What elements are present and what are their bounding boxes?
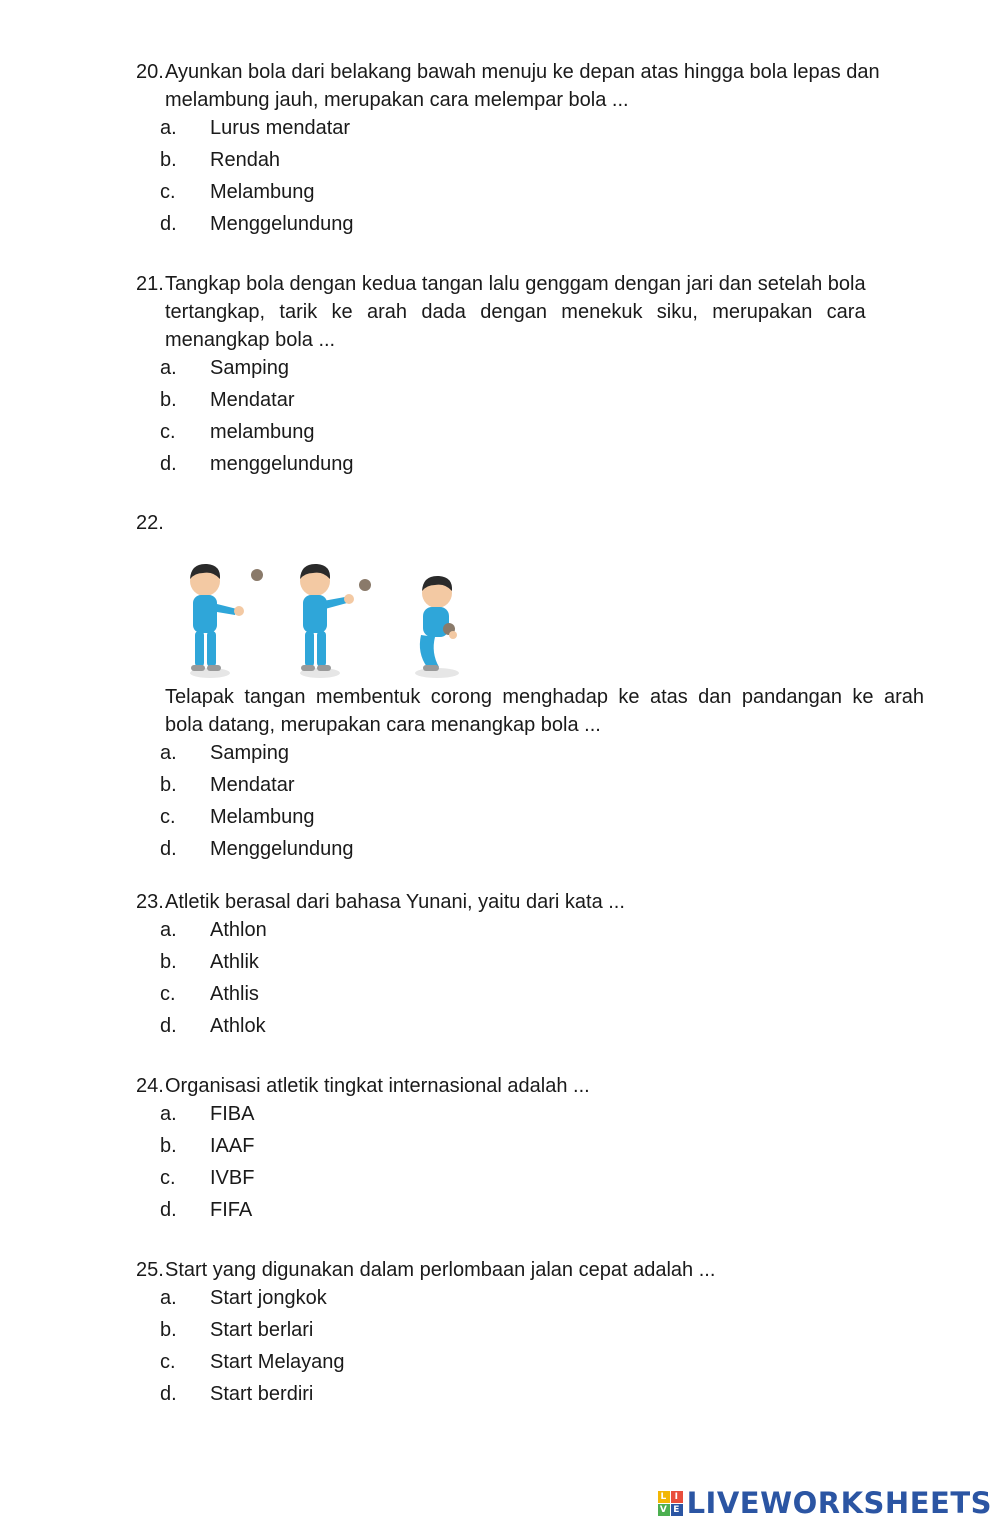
question-text-line: menangkap bola ... [165, 329, 336, 351]
option-letter: d. [160, 213, 177, 235]
answer-option-c[interactable] [136, 980, 924, 1012]
option-text: menggelundung [210, 453, 354, 475]
option-text: Start jongkok [210, 1287, 327, 1309]
catching-ball-illustration [165, 545, 485, 683]
option-letter: b. [160, 1319, 177, 1341]
answer-option-c[interactable] [136, 1164, 924, 1196]
answer-options [136, 1284, 924, 1412]
question-25 [136, 1256, 924, 1412]
option-text: Menggelundung [210, 213, 354, 235]
option-text: FIBA [210, 1103, 255, 1125]
answer-option-d[interactable] [136, 210, 924, 242]
logo-mark-letter: L [658, 1491, 670, 1503]
option-text: Melambung [210, 806, 315, 828]
question-24 [136, 1072, 924, 1228]
question-stem [136, 1072, 924, 1100]
question-20 [136, 58, 924, 242]
question-text-line: tertangkap, tarik ke arah dada dengan menekuk siku, merupakan cara [165, 301, 866, 323]
option-text: Menggelundung [210, 838, 354, 860]
option-letter: d. [160, 838, 177, 860]
catching-ball-figure [165, 545, 485, 683]
option-letter: a. [160, 742, 177, 764]
question-text-line: melambung jauh, merupakan cara melempar bola ... [165, 89, 629, 111]
option-letter: d. [160, 1015, 177, 1037]
option-text: FIFA [210, 1199, 253, 1221]
logo-mark-letter: I [671, 1491, 683, 1503]
logo-mark-letter: V [658, 1504, 670, 1516]
option-letter: c. [160, 1351, 176, 1373]
option-letter: d. [160, 1383, 177, 1405]
option-letter: c. [160, 181, 176, 203]
option-text: Start Melayang [210, 1351, 345, 1373]
option-letter: a. [160, 117, 177, 139]
option-letter: d. [160, 1199, 177, 1221]
option-text: Athlok [210, 1015, 266, 1037]
question-text-line: Telapak tangan membentuk corong menghadap ke atas dan pandangan ke arah [165, 686, 924, 708]
answer-option-a[interactable] [136, 114, 924, 146]
option-text: Athlis [210, 983, 259, 1005]
option-letter: c. [160, 421, 176, 443]
question-21 [136, 270, 924, 482]
answer-option-b[interactable] [136, 771, 924, 803]
question-text-line: Organisasi atletik tingkat internasional adalah ... [165, 1075, 590, 1097]
logo-mark-letter: E [671, 1504, 683, 1516]
option-text: Athlon [210, 919, 267, 941]
boy-figure [420, 576, 457, 671]
option-text: Mendatar [210, 774, 295, 796]
answer-option-c[interactable] [136, 178, 924, 210]
answer-option-d[interactable] [136, 450, 924, 482]
question-stem [136, 270, 924, 354]
answer-option-b[interactable] [136, 386, 924, 418]
answer-option-d[interactable] [136, 1196, 924, 1228]
option-text: melambung [210, 421, 315, 443]
option-letter: c. [160, 983, 176, 1005]
question-text-line: bola datang, merupakan cara menangkap bola ... [165, 714, 601, 736]
option-text: Lurus mendatar [210, 117, 351, 139]
option-letter: b. [160, 951, 177, 973]
option-text: Mendatar [210, 389, 295, 411]
option-letter: d. [160, 453, 177, 475]
question-stem [136, 509, 924, 537]
answer-option-b[interactable] [136, 1316, 924, 1348]
answer-options [136, 1100, 924, 1228]
option-letter: a. [160, 1287, 177, 1309]
answer-option-d[interactable] [136, 1012, 924, 1044]
answer-option-a[interactable] [136, 1284, 924, 1316]
option-letter: b. [160, 149, 177, 171]
option-text: Samping [210, 357, 289, 379]
answer-option-c[interactable] [136, 1348, 924, 1380]
question-stem [136, 888, 924, 916]
question-23 [136, 888, 924, 1044]
answer-option-a[interactable] [136, 739, 924, 771]
option-text: Rendah [210, 149, 281, 171]
boy-figure [190, 564, 244, 671]
option-text: Melambung [210, 181, 315, 203]
option-letter: b. [160, 1135, 177, 1157]
option-letter: c. [160, 806, 176, 828]
option-letter: b. [160, 774, 177, 796]
option-text: IAAF [210, 1135, 255, 1157]
answer-options [136, 739, 924, 867]
ball [251, 569, 263, 581]
question-stem [165, 683, 924, 739]
option-text: Start berlari [210, 1319, 314, 1341]
boy-figure [300, 564, 354, 671]
question-text-line: Atletik berasal dari bahasa Yunani, yaitu dari kata ... [165, 891, 625, 913]
answer-option-a[interactable] [136, 916, 924, 948]
question-text-line: Start yang digunakan dalam perlombaan jalan cepat adalah ... [165, 1259, 716, 1281]
option-letter: c. [160, 1167, 176, 1189]
question-stem [136, 58, 924, 114]
question-text-line: Ayunkan bola dari belakang bawah menuju ke depan atas hingga bola lepas dan [165, 61, 880, 83]
option-text: Athlik [210, 951, 259, 973]
answer-option-b[interactable] [136, 948, 924, 980]
answer-option-c[interactable] [136, 418, 924, 450]
liveworksheets-logo[interactable] [658, 1486, 992, 1520]
question-text-line: Tangkap bola dengan kedua tangan lalu genggam dengan jari dan setelah bola [165, 273, 866, 295]
option-text: Samping [210, 742, 289, 764]
answer-option-b[interactable] [136, 146, 924, 178]
question-number: 24. [136, 1075, 164, 1097]
ball [359, 579, 371, 591]
question-number: 21. [136, 273, 164, 295]
answer-option-c[interactable] [136, 803, 924, 835]
logo-mark-icon [658, 1491, 683, 1516]
option-text: Start berdiri [210, 1383, 314, 1405]
answer-option-a[interactable] [136, 1100, 924, 1132]
answer-options [136, 916, 924, 1044]
option-letter: b. [160, 389, 177, 411]
answer-option-d[interactable] [136, 1380, 924, 1412]
answer-options [136, 114, 924, 242]
option-letter: a. [160, 919, 177, 941]
answer-option-a[interactable] [136, 354, 924, 386]
question-number: 25. [136, 1259, 164, 1281]
answer-option-d[interactable] [136, 835, 924, 867]
logo-text: LIVEWORKSHEETS [686, 1486, 992, 1520]
question-number: 23. [136, 891, 164, 913]
question-number: 20. [136, 61, 164, 83]
answer-option-b[interactable] [136, 1132, 924, 1164]
answer-options [136, 354, 924, 482]
option-text: IVBF [210, 1167, 255, 1189]
option-letter: a. [160, 357, 177, 379]
question-22 [136, 509, 924, 867]
option-letter: a. [160, 1103, 177, 1125]
question-number: 22. [136, 512, 164, 534]
question-stem [136, 1256, 924, 1284]
